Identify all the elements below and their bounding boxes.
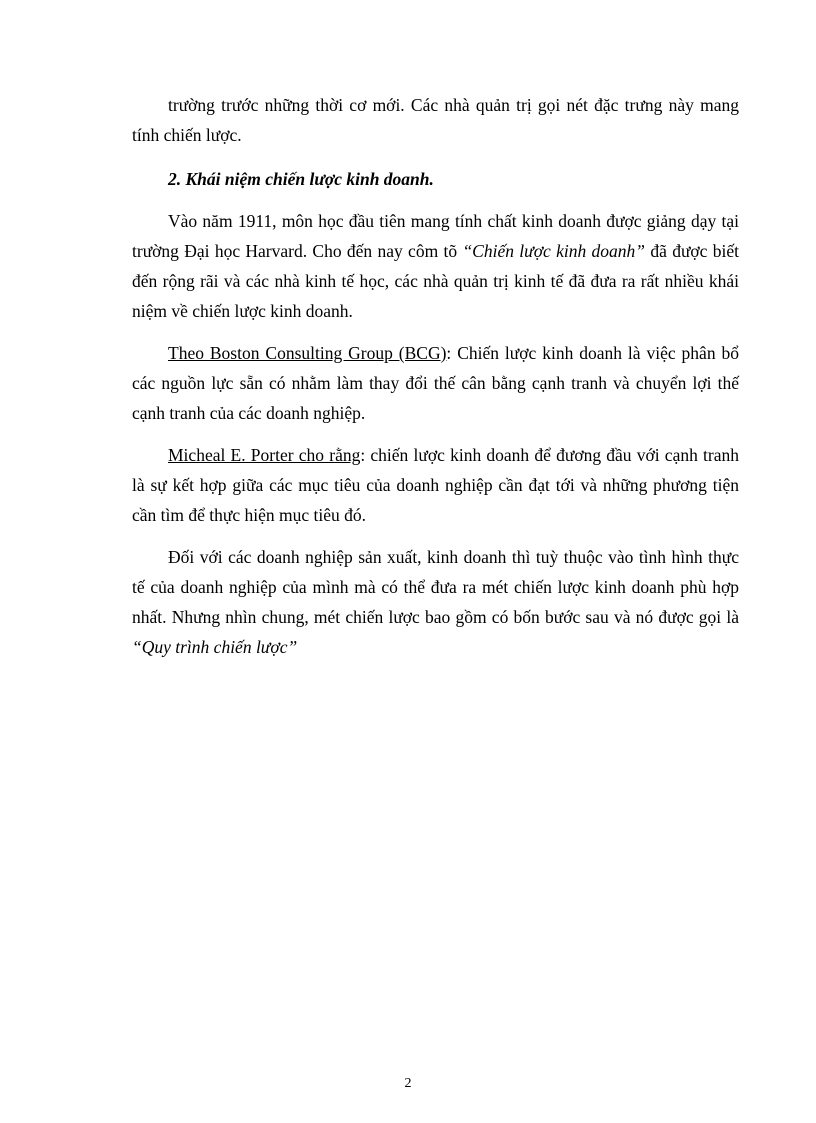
page-number: 2: [404, 1076, 412, 1091]
term-strategy-process: “Quy trình chiến lược”: [132, 637, 298, 657]
paragraph-history-lead: Vào năm 1911, môn học đầu tiên mang tính chất kinh doanh được giảng dạy tại trường Đại học Harvard. Cho đến nay côm tõ: [132, 211, 739, 261]
source-bcg: Theo Boston Consulting Group (BCG): [168, 343, 447, 363]
section-heading: 2. Khái niệm chiến lược kinh doanh.: [168, 169, 434, 189]
paragraph-porter-text: : chiến lược kinh doanh để đương đầu với cạnh tranh là sự kết hợp giữa các mục tiêu của doanh nghiệp cần đạt tới và những phương tiện cần tìm để thực hiện mục tiêu đó.: [132, 445, 740, 525]
paragraph-history-tail: đã được biết đến rộng rãi và các nhà kinh tế học, các nhà quản trị kinh tế đã đưa ra rất nhiều khái niệm về chiến lược kinh doanh.: [132, 241, 739, 321]
paragraph-history: [132, 206, 739, 326]
paragraph-bcg: [132, 338, 739, 428]
paragraph-process-lead: Đối với các doanh nghiệp sản xuất, kinh doanh thì tuỳ thuộc vào tình hình thực tế của doanh nghiệp của mình mà có thể đưa ra mét chiến lược kinh doanh phù hợp nhất. Nhưng nhìn chung, mét chiến lược bao gồm có bốn bước sau và nó được gọi là: [132, 547, 739, 627]
source-porter: Micheal E. Porter cho rằng: [168, 445, 361, 465]
paragraph-continuation: trường trước những thời cơ mới. Các nhà quản trị gọi nét đặc trưng này mang tính chiến lược.: [132, 95, 739, 145]
term-business-strategy: “Chiến lược kinh doanh”: [462, 241, 646, 261]
page-body: [132, 90, 739, 662]
paragraph-bcg-text: : Chiến lược kinh doanh là việc phân bổ các nguồn lực sẵn có nhằm làm thay đổi thế cân bằng cạnh tranh và chuyển lợi thế cạnh tranh của các doanh nghiệp.: [132, 343, 739, 423]
paragraph-porter: [132, 440, 739, 530]
paragraph-process: [132, 542, 739, 662]
